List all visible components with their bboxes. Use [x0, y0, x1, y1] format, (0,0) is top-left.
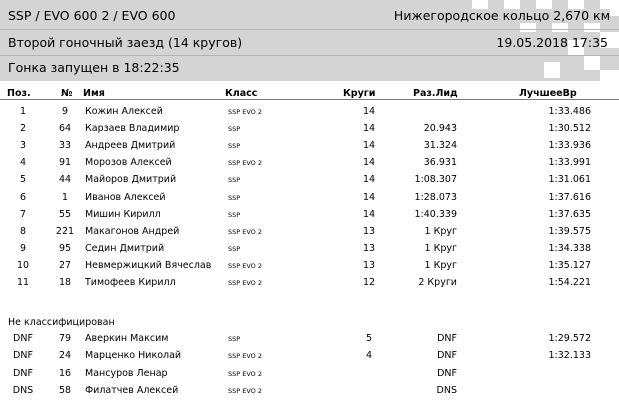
cell-laps: 12 — [362, 277, 376, 288]
table-row — [0, 241, 619, 257]
cell-gap: 31.324 — [423, 140, 457, 152]
cell-best: 1:33.936 — [548, 140, 591, 152]
cell-pos: 6 — [19, 191, 27, 203]
cell-num: 27 — [58, 259, 72, 271]
cell-pos: 9 — [19, 242, 27, 254]
cell-gap: 20.943 — [423, 123, 457, 135]
race-start-time: Гонка запущен в 18:22:35 — [8, 60, 180, 75]
cell-num: 16 — [58, 367, 72, 379]
cell-gap: 36.931 — [423, 157, 457, 169]
cell-class: SSP — [228, 125, 241, 134]
cell-name: Кожин Алексей — [85, 106, 163, 117]
cell-num: 33 — [58, 140, 72, 152]
cell-best: 1:35.127 — [548, 259, 591, 271]
checker-square — [600, 70, 619, 81]
cell-laps: 13 — [362, 242, 376, 254]
cell-class: SSP — [228, 210, 241, 219]
cell-pos: DNF — [13, 367, 33, 379]
table-row — [0, 275, 619, 291]
cell-pos: 2 — [19, 123, 27, 135]
cell-pos: 7 — [19, 208, 27, 220]
cell-name: Филатчев Алексей — [85, 384, 179, 396]
cell-name: Тимофеев Кирилл — [85, 277, 176, 288]
cell-pos: 8 — [19, 225, 27, 237]
cell-best: 1:33.486 — [548, 106, 591, 117]
table-row — [0, 224, 619, 240]
col-pos: Поз. — [7, 88, 31, 99]
cell-gap: 1 Круг — [424, 225, 457, 237]
cell-gap: 1 Круг — [424, 259, 457, 271]
cell-num: 221 — [55, 225, 75, 237]
cell-name: Мишин Кирилл — [85, 208, 161, 220]
table-row — [0, 348, 619, 364]
race-category: SSP / EVO 600 2 / EVO 600 — [8, 8, 176, 23]
cell-name: Марценко Николай — [85, 350, 182, 362]
table-row — [0, 138, 619, 154]
cell-class: SSP — [228, 335, 241, 343]
cell-num: 1 — [61, 191, 69, 203]
table-row — [0, 331, 619, 347]
cell-laps: 14 — [362, 140, 376, 152]
cell-class: SSP EVO 2 — [228, 369, 262, 378]
cell-pos: DNS — [12, 384, 34, 396]
cell-name: Мансуров Ленар — [85, 367, 168, 379]
cell-best: 1:39.575 — [548, 225, 591, 237]
cell-best: 1:31.061 — [548, 174, 591, 186]
checker-square — [584, 56, 600, 70]
cell-num: 91 — [58, 157, 72, 169]
col-name: Имя — [83, 88, 105, 99]
cell-pos: DNF — [13, 333, 33, 344]
cell-name: Седин Дмитрий — [85, 242, 165, 254]
cell-best: 1:32.133 — [548, 350, 591, 362]
col-num: № — [61, 88, 73, 99]
cell-best: 1:34.338 — [548, 242, 591, 254]
cell-class: SSP EVO 2 — [228, 279, 262, 287]
cell-gap: 1:28.073 — [414, 191, 457, 203]
cell-class: SSP EVO 2 — [228, 159, 262, 168]
col-gap: Раз.Лид — [413, 88, 458, 99]
cell-laps: 14 — [362, 174, 376, 186]
cell-laps: 14 — [362, 106, 376, 117]
header-banner — [0, 0, 619, 81]
cell-pos: 11 — [16, 277, 30, 288]
table-row — [0, 207, 619, 223]
cell-laps: 14 — [362, 208, 376, 220]
cell-gap: DNS — [436, 384, 457, 396]
cell-gap: 1 Круг — [424, 242, 457, 254]
cell-name: Аверкин Максим — [85, 333, 169, 344]
cell-name: Майоров Дмитрий — [85, 174, 177, 186]
table-row — [0, 155, 619, 171]
cell-best: 1:54.221 — [548, 277, 591, 288]
cell-pos: 3 — [19, 140, 27, 152]
col-class: Класс — [225, 88, 258, 99]
table-row — [0, 190, 619, 206]
cell-laps: 4 — [365, 350, 373, 362]
cell-laps: 13 — [362, 259, 376, 271]
cell-best: 1:37.616 — [548, 191, 591, 203]
cell-num: 64 — [58, 123, 72, 135]
table-row — [0, 104, 619, 120]
cell-best: 1:30.512 — [548, 123, 591, 135]
cell-num: 55 — [58, 208, 72, 220]
cell-class: SSP EVO 2 — [228, 227, 262, 236]
cell-num: 24 — [58, 350, 72, 362]
cell-gap: DNF — [437, 367, 457, 379]
cell-name: Андреев Дмитрий — [85, 140, 176, 152]
cell-num: 18 — [58, 277, 72, 288]
cell-laps: 14 — [362, 123, 376, 135]
table-row — [0, 172, 619, 188]
cell-laps: 14 — [362, 191, 376, 203]
cell-gap: 1:40.339 — [414, 208, 457, 220]
cell-gap: 1:08.307 — [414, 174, 457, 186]
col-best: ЛучшееВр — [519, 88, 577, 99]
cell-class: SSP EVO 2 — [228, 352, 262, 361]
cell-gap: 2 Круги — [418, 277, 457, 288]
cell-pos: 4 — [19, 157, 27, 169]
cell-class: SSP — [228, 193, 241, 202]
table-row — [0, 366, 619, 382]
cell-pos: 1 — [19, 106, 27, 117]
race-date: 19.05.2018 17:35 — [496, 35, 608, 50]
cell-pos: 5 — [19, 174, 27, 186]
table-row — [0, 258, 619, 274]
cell-num: 79 — [58, 333, 72, 344]
cell-pos: DNF — [13, 350, 33, 362]
col-laps: Круги — [343, 88, 376, 99]
cell-num: 9 — [61, 106, 69, 117]
race-title: Второй гоночный заезд (14 кругов) — [8, 35, 243, 50]
cell-gap: DNF — [437, 333, 457, 344]
cell-best: 1:33.991 — [548, 157, 591, 169]
table-row — [0, 121, 619, 137]
cell-name: Иванов Алексей — [85, 191, 166, 203]
unclassified-heading: Не классифицирован — [8, 317, 115, 328]
cell-class: SSP EVO 2 — [228, 261, 262, 270]
checker-square — [544, 62, 560, 78]
cell-class: SSP EVO 2 — [228, 108, 262, 116]
track-name: Нижегородское кольцо 2,670 км — [393, 8, 610, 23]
cell-class: SSP EVO 2 — [228, 386, 262, 395]
cell-best: 1:29.572 — [548, 333, 591, 344]
cell-num: 95 — [58, 242, 72, 254]
cell-laps: 5 — [365, 333, 373, 344]
cell-class: SSP — [228, 244, 241, 253]
cell-class: SSP — [228, 176, 241, 185]
cell-name: Карзаев Владимир — [85, 123, 180, 135]
cell-best: 1:37.635 — [548, 208, 591, 220]
cell-laps: 13 — [362, 225, 376, 237]
cell-gap: DNF — [437, 350, 457, 362]
cell-class: SSP — [228, 142, 241, 151]
cell-laps: 14 — [362, 157, 376, 169]
cell-pos: 10 — [16, 259, 30, 271]
cell-num: 44 — [58, 174, 72, 186]
table-row — [0, 383, 619, 399]
cell-name: Невмержицкий Вячеслав — [85, 259, 212, 271]
cell-name: Макагонов Андрей — [85, 225, 180, 237]
cell-name: Морозов Алексей — [85, 157, 172, 169]
cell-num: 58 — [58, 384, 72, 396]
